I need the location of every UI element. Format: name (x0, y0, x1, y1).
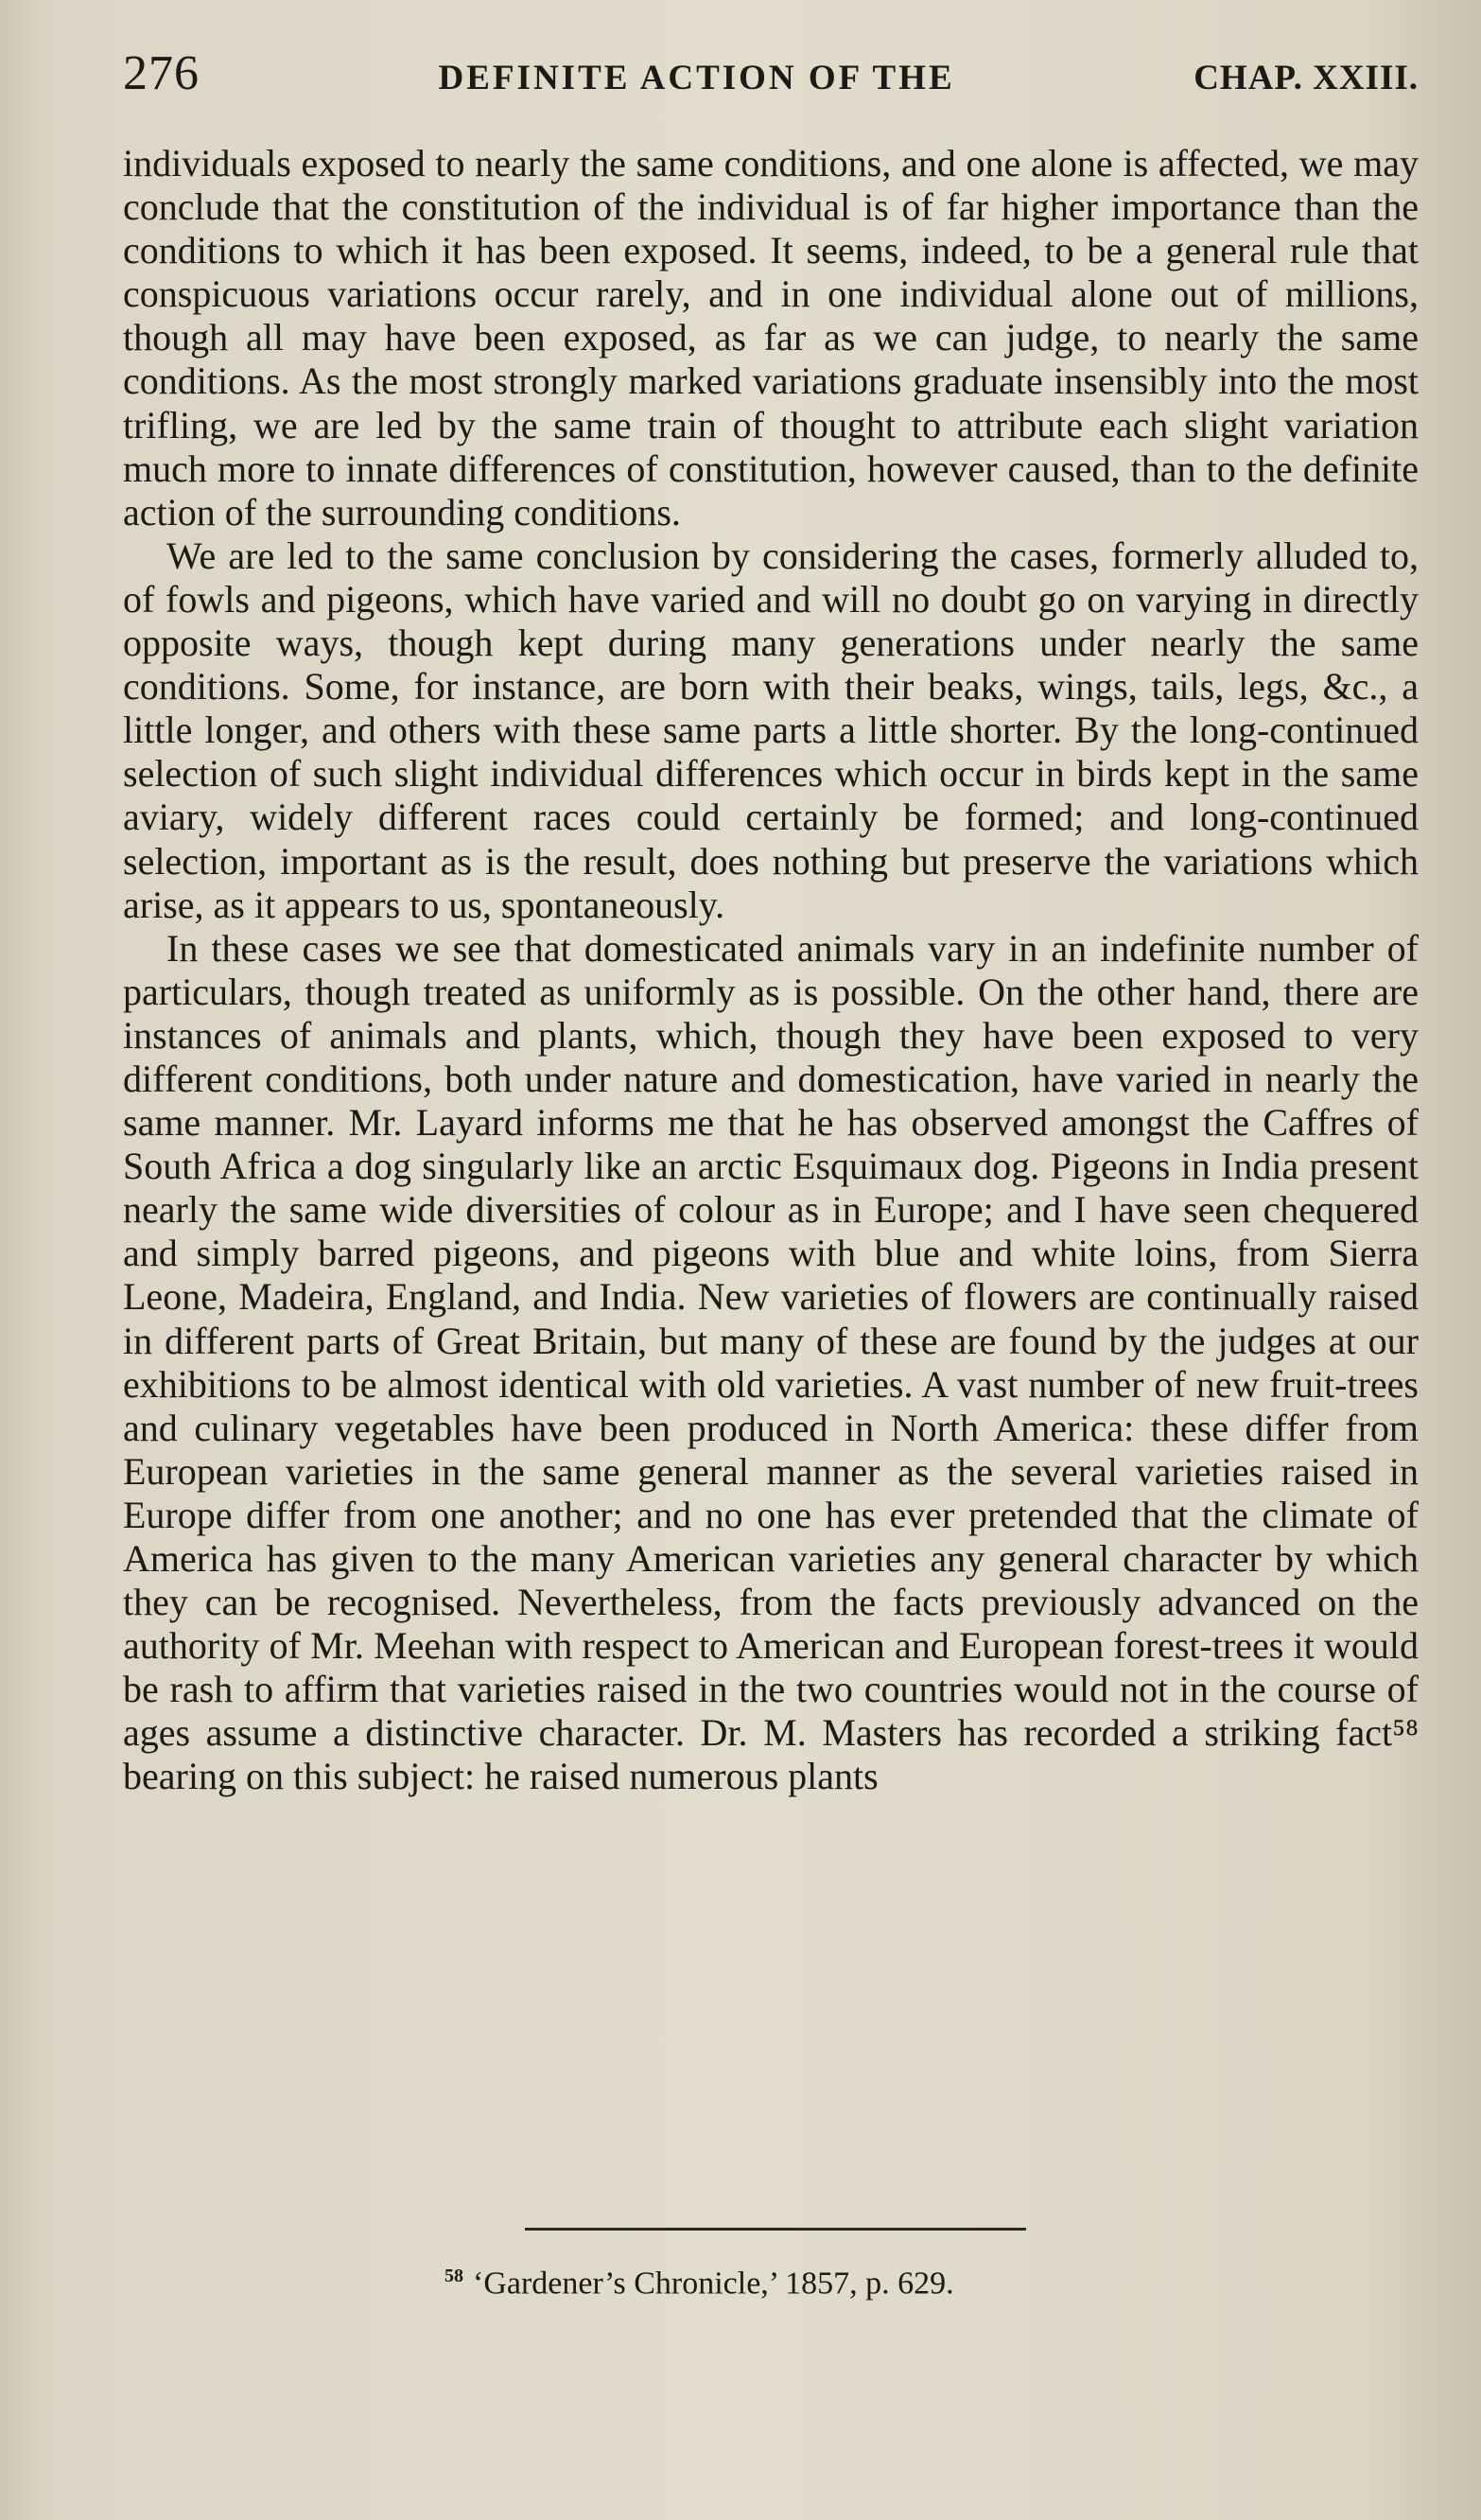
paragraph: We are led to the same conclusion by considering the cases, formerly alluded to, of fowls and pigeons, which have varied and will no doubt go on varying in directly opposite ways, though kept during many generations under nearly the same conditions. Some, for instance, are born with their beaks, wings, tails, legs, &c., a little longer, and others with these same parts a little shorter. By the long-continued selection of such slight individual differences which occur in birds kept in the same aviary, widely different races could certainly be formed; and long-continued selection, important as is the result, does nothing but preserve the variations which arise, as it appears to us, spontaneously. (123, 534, 1419, 926)
footnote-divider (525, 2228, 1026, 2231)
footnote (444, 2266, 954, 2301)
chapter-label: CHAP. XXIII. (1194, 59, 1419, 97)
body-text (123, 142, 1419, 1799)
footnote-text: ‘Gardener’s Chronicle,’ 1857, p. 629. (473, 2266, 954, 2301)
paragraph: individuals exposed to nearly the same conditions, and one alone is affected, we may conclude that the constitution of the individual is of far higher importance than the conditions to which it has been exposed. It seems, indeed, to be a general rule that conspicuous variations occur rarely, and in one individual alone out of millions, though all may have been exposed, as far as we can judge, to nearly the same conditions. As the most strongly marked variations graduate insensibly into the most trifling, we are led by the same train of thought to attribute each slight variation much more to innate differences of constitution, however caused, than to the definite action of the surrounding conditions. (123, 142, 1419, 534)
page-number: 276 (123, 46, 200, 100)
running-title: DEFINITE ACTION OF THE (438, 59, 955, 97)
paragraph: In these cases we see that domesticated animals vary in an indefinite number of particulars, though treated as uniformly as is possible. On the other hand, there are instances of animals and plants, which, though they have been exposed to very different conditions, both under nature and domestication, have varied in nearly the same manner. Mr. Layard informs me that he has observed amongst the Caffres of South Africa a dog singularly like an arctic Esquimaux dog. Pigeons in India present nearly the same wide diversities of colour as in Europe; and I have seen chequered and simply barred pigeons, and pigeons with blue and white loins, from Sierra Leone, Madeira, England, and India. New varieties of flowers are continually raised in different parts of Great Britain, but many of these are found by the judges at our exhibitions to be almost identical with old varieties. A vast number of new fruit-trees and culinary vegetables have been produced in North America: these differ from European varieties in the same general manner as the several varieties raised in Europe differ from one another; and no one has ever pretended that the climate of America has given to the many American varieties any general character by which they can be recognised. Nevertheless, from the facts previously advanced on the authority of Mr. Meehan with respect to American and European forest-trees it would be rash to affirm that varieties raised in the two countries would not in the course of ages assume a distinctive character. Dr. M. Masters has recorded a striking fact⁵⁸ bearing on this subject: he raised numerous plants (123, 926, 1419, 1798)
footnote-marker: 58 (444, 2266, 463, 2286)
running-head (123, 45, 1419, 112)
